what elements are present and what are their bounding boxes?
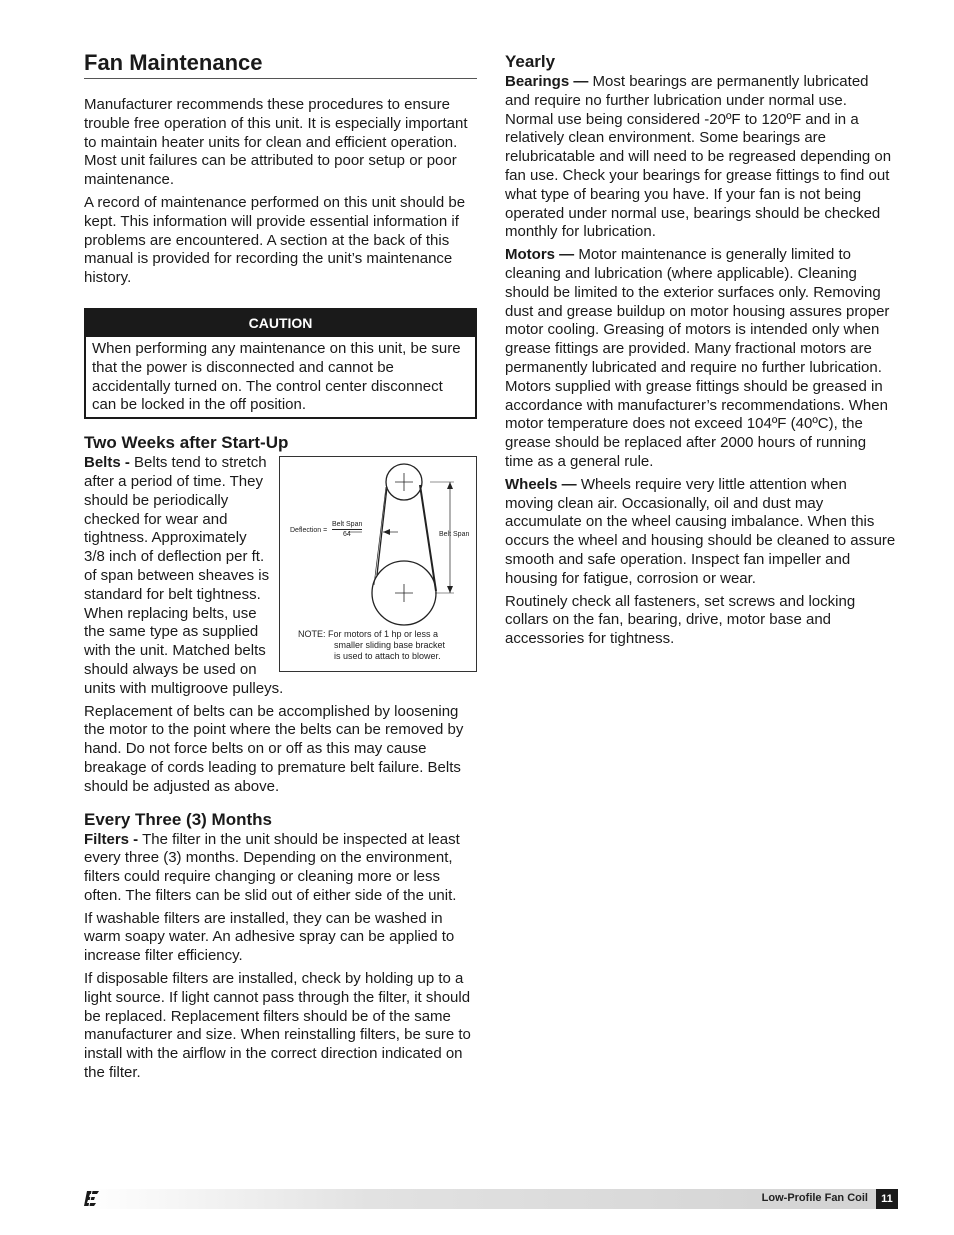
fraction-denominator: 64 [343,531,351,539]
motors-paragraph [505,246,897,472]
motors-label: Motors — [505,246,575,264]
caution-text: When performing any maintenance on this unit, be sure that the power is disconnected and cannot be accidentally turned on. The control center disconnect can be locked in the off position. [92,339,461,414]
caution-box [84,308,477,419]
belt-span-label: Belt Span [439,531,470,539]
caution-heading: CAUTION [86,310,475,337]
brand-logo-icon [84,1190,100,1207]
washable-filters-paragraph: If washable filters are installed, they can be washed in warm soapy water. An adhesive spray can be applied to increase filter efficiency. [84,909,455,965]
page-title: Fan Maintenance [84,50,477,79]
wheels-paragraph [505,476,897,589]
belts-text: Belts tend to stretch after a period of time. They should be periodically checked for wear and tightness. Approximately 3/8 inch of deflection per ft. of span between sheaves is standard for belt tightness. When replacing belts, use the same type as supplied with the unit. Matched belts should always be used on units with multigroove pulleys. [84,454,284,697]
page-number: 11 [876,1189,898,1209]
figure-note [298,629,445,662]
deflection-label: Deflection = [290,527,328,535]
note-line-2: smaller sliding base bracket [334,640,446,651]
disposable-filters-paragraph: If disposable filters are installed, check by holding up to a light source. If light cannot pass through the filter, it should be replaced. Replacement filters should be of the same manufacturer and size. When reinstalling filters, be sure to install with the airflow in the correct direction indicated on the filter. [84,970,471,1082]
intro-paragraph-2: A record of maintenance performed on this unit should be kept. This information will provide essential information if problems are encountered. A section at the back of this manual is provided for recording the unit’s maintenance history. [84,193,466,287]
belt-replacement-paragraph: Replacement of belts can be accomplished by loosening the motor to the point where the belts can be removed by hand. Do not force belts on or off as this may cause breakage of cords leading to premature belt failure. Belts should be adjusted as above. [84,702,464,795]
wheels-text: Wheels require very little attention when moving clean air. Occasionally, oil and dust may accumulate on the wheel causing imbalance. When this occurs the wheel and housing should be cleaned to assure smooth and safe operation. Inspect fan impeller and housing for fatigue, corrosion or wear. [505,475,896,587]
filters-label: Filters - [84,830,139,848]
yearly-heading: Yearly [505,52,556,71]
three-months-heading: Every Three (3) Months [84,809,272,829]
fraction-bar [332,529,362,530]
footer-title: Low-Profile Fan Coil [761,1192,868,1204]
filters-paragraph [84,831,477,906]
bearings-label: Bearings — [505,73,589,90]
fasteners-paragraph: Routinely check all fasteners, set screws and locking collars on the fan, bearing, drive, motor base and accessories for tightness. [505,592,856,648]
right-column [505,50,897,653]
footer-bar [84,1189,898,1209]
bearings-paragraph [505,73,897,242]
note-line-1: NOTE: For motors of 1 hp or less a [298,629,439,640]
belt-deflection-figure [279,456,477,672]
bearings-text: Most bearings are permanently lubricated and require no further lubrication under normal use. Normal use being considered -20ºF to 120ºF and in a relatively clean environment. Some bearings are relubricatable and will need to be regreased depending on fan use. Check your bearings for grease fittings to find out what type of bearing you have. If your fan is not being operated under normal use, bearings should be checked monthly for lubrication. [505,73,892,241]
intro-paragraph-1: Manufacturer recommends these procedures to ensure trouble free operation of this unit. It is especially important to maintain heater units for clean and efficient operation. Most unit failures can be attributed to poor setup or poor maintenance. [84,96,468,189]
motors-text: Motor maintenance is generally limited to cleaning and lubrication (where applicable). Cleaning should be limited to the exterior surfaces only. Removing dust and grease buildup on motor housing assures proper motor cooling. Greasing of motors is intended only when grease fittings are provided. Many fractional motors are permanently lubricated and require no further lubrication. Motors supplied with grease fittings should be greased in accordance with manufacturer’s recommendations. When motor temperature does not exceed 104ºF (40ºC), the grease should be replaced after 2000 hours of running time as a general rule. [505,246,890,470]
belts-label: Belts - [84,454,130,472]
note-line-3: is used to attach to blower. [334,651,441,662]
fraction-numerator: Belt Span [332,521,363,529]
two-weeks-heading: Two Weeks after Start-Up [84,433,289,453]
belts-paragraph [84,454,477,698]
filters-text: The filter in the unit should be inspected at least every three (3) months. Depending on the environment, filters could require changing or cleaning more or less often. The filters can be slid out of either side of the unit. [84,830,460,904]
left-column [84,50,477,1087]
wheels-label: Wheels — [505,475,577,493]
